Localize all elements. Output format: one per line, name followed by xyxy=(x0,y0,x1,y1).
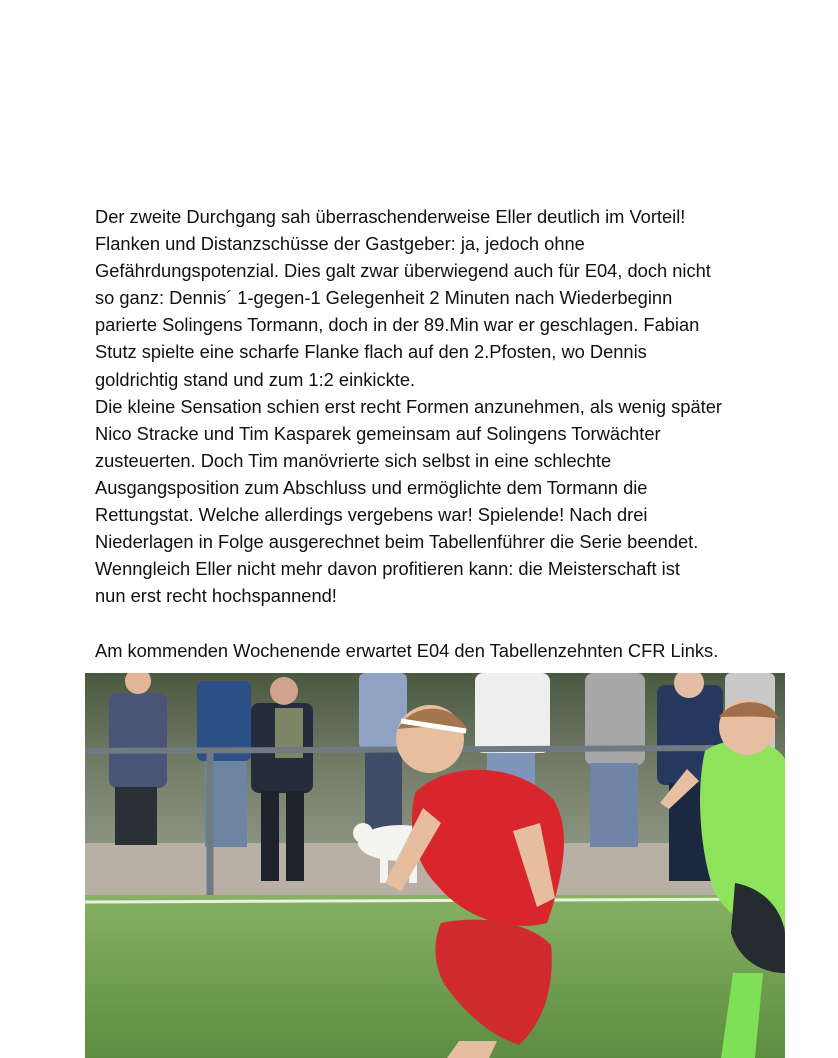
text-line: zusteuerten. Doch Tim manövrierte sich selbst in eine schlechte xyxy=(95,449,612,471)
text-line: Am kommenden Wochenende erwartet E04 den Tabellenzehnten CFR Links. xyxy=(95,639,719,661)
pitch xyxy=(85,895,785,1058)
football-match-photo xyxy=(85,673,785,1058)
text-line: goldrichtig stand und zum 1:2 einkickte. xyxy=(95,368,416,390)
text-line: Der zweite Durchgang sah überraschenderweise Eller deutlich im Vorteil! xyxy=(95,206,686,227)
text-line: Flanken und Distanzschüsse der Gastgeber: ja, jedoch ohne xyxy=(95,233,585,255)
text-line: Ausgangsposition zum Abschluss und ermöglichte dem Tormann die xyxy=(95,476,648,498)
text-line: parierte Solingens Tormann, doch in der 89.Min war er geschlagen. Fabian xyxy=(95,314,700,336)
photo-illustration xyxy=(85,673,785,1058)
text-line: Die kleine Sensation schien erst recht Formen anzunehmen, als wenig später xyxy=(95,395,722,417)
text-line: Stutz spielte eine scharfe Flanke flach auf den 2.Pfosten, wo Dennis xyxy=(95,341,647,363)
text-line: Wenngleich Eller nicht mehr davon profitieren kann: die Meisterschaft ist xyxy=(95,558,680,580)
text-line: so ganz: Dennis´ 1-gegen-1 Gelegenheit 2 Minuten nach Wiederbeginn xyxy=(95,287,673,309)
paragraph-spacer xyxy=(95,609,795,636)
article-text xyxy=(95,203,795,664)
text-line: Gefährdungspotenzial. Dies galt zwar überwiegend auch für E04, doch nicht xyxy=(95,260,711,282)
text-line: Nico Stracke und Tim Kasparek gemeinsam auf Solingens Torwächter xyxy=(95,422,661,444)
text-line: nun erst recht hochspannend! xyxy=(95,585,337,607)
text-line: Niederlagen in Folge ausgerechnet beim Tabellenführer die Serie beendet. xyxy=(95,531,699,553)
text-line: Rettungstat. Welche allerdings vergebens war! Spielende! Nach drei xyxy=(95,504,648,526)
